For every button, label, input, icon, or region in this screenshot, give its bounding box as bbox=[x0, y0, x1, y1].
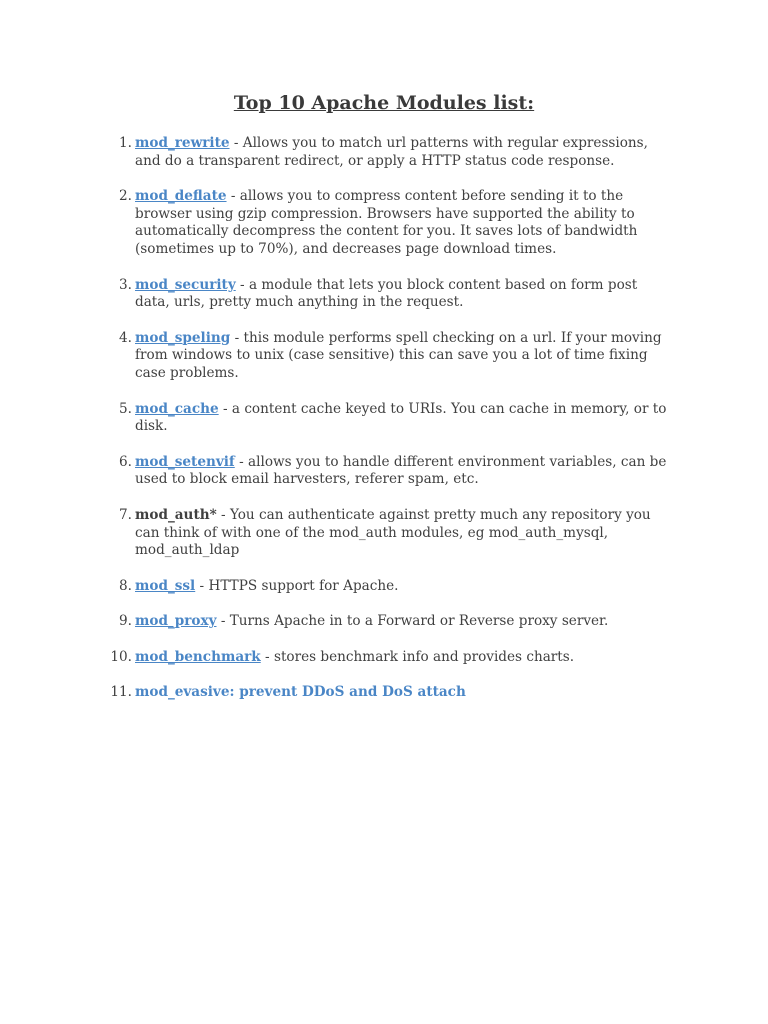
item-description: - HTTPS support for Apache. bbox=[195, 577, 399, 594]
item-description: - allows you to compress content before sending it to the browser using gzip compression. Browsers have supported the ability to automatically decompress the content for you. It saves lots of bandwidth (sometimes up to 70%), and decreases page download times. bbox=[135, 188, 638, 257]
list-item bbox=[102, 330, 672, 383]
item-description: - this module performs spell checking on a url. If your moving from windows to unix (case sensitive) this can save you a lot of time fixing case problems. bbox=[135, 329, 662, 381]
item-description: - a content cache keyed to URIs. You can cache in memory, or to disk. bbox=[135, 400, 667, 435]
module-link-mod-speling[interactable]: mod_speling bbox=[135, 329, 231, 346]
list-item bbox=[102, 401, 672, 436]
module-link-mod-ssl[interactable]: mod_ssl bbox=[135, 577, 196, 594]
module-link-mod-proxy[interactable]: mod_proxy bbox=[135, 613, 217, 630]
module-link-mod-security[interactable]: mod_security bbox=[135, 276, 236, 293]
list-item bbox=[102, 578, 672, 596]
module-link-mod-rewrite[interactable]: mod_rewrite bbox=[135, 135, 230, 151]
item-description: - stores benchmark info and provides charts. bbox=[260, 648, 575, 665]
module-name-mod-auth: mod_auth* bbox=[135, 506, 217, 523]
item-description: - Turns Apache in to a Forward or Reverse proxy server. bbox=[216, 613, 609, 630]
item-description: - You can authenticate against pretty much any repository you can think of with one of the mod_auth modules, eg mod_auth_mysql, mod_auth_ldap bbox=[135, 506, 651, 559]
module-list bbox=[102, 135, 672, 720]
list-item bbox=[102, 684, 672, 702]
item-description: - allows you to handle different environment variables, can be used to block email harvesters, referer spam, etc. bbox=[135, 453, 667, 488]
list-item bbox=[102, 649, 672, 667]
module-name-mod-evasive: mod_evasive: prevent DDoS and DoS attach bbox=[135, 684, 466, 701]
item-number: 5. bbox=[119, 400, 132, 417]
item-description: - a module that lets you block content based on form post data, urls, pretty much anything in the request. bbox=[135, 276, 638, 311]
list-item bbox=[102, 454, 672, 489]
item-number: 7. bbox=[119, 506, 132, 523]
list-item bbox=[102, 507, 672, 560]
item-number: 10. bbox=[110, 648, 132, 665]
page-title: Top 10 Apache Modules list: bbox=[233, 92, 535, 114]
item-number: 11. bbox=[110, 684, 132, 701]
list-item bbox=[102, 188, 672, 258]
module-link-mod-cache[interactable]: mod_cache bbox=[135, 400, 219, 417]
item-number: 3. bbox=[119, 276, 132, 293]
list-item bbox=[102, 135, 672, 170]
item-number: 9. bbox=[119, 613, 132, 630]
item-number: 8. bbox=[119, 577, 132, 594]
item-number: 2. bbox=[119, 188, 132, 205]
module-link-mod-benchmark[interactable]: mod_benchmark bbox=[135, 648, 261, 665]
module-link-mod-setenvif[interactable]: mod_setenvif bbox=[135, 453, 235, 470]
module-link-mod-deflate[interactable]: mod_deflate bbox=[135, 188, 227, 205]
item-number: 6. bbox=[119, 453, 132, 470]
list-item bbox=[102, 277, 672, 312]
item-number: 4. bbox=[119, 329, 132, 346]
item-number: 1. bbox=[119, 135, 132, 151]
item-description: - Allows you to match url patterns with regular expressions, and do a transparent redirect, or apply a HTTP status code response. bbox=[135, 135, 648, 169]
list-item bbox=[102, 613, 672, 631]
